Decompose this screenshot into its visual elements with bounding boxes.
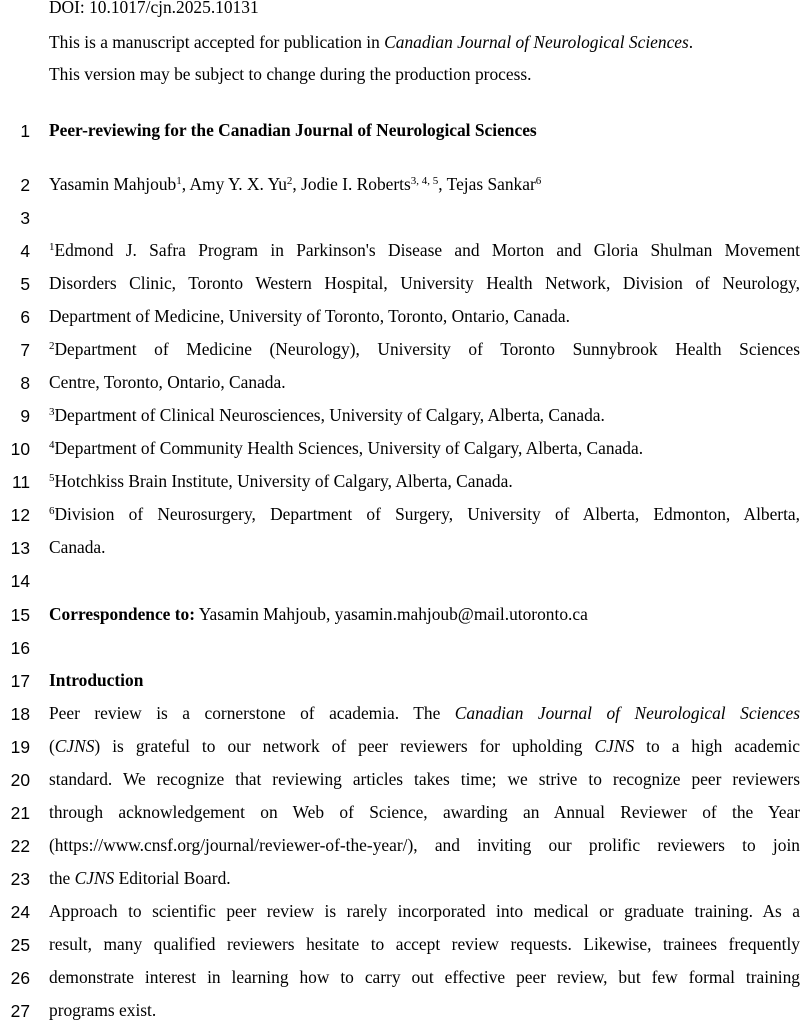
author-affiliation-mark: 2 <box>286 175 293 187</box>
intro-text: ( <box>49 736 55 756</box>
line-number: 19 <box>10 737 30 757</box>
line-number: 25 <box>10 935 30 955</box>
intro-line-26: demonstrate interest in learning how to carry out effective peer review, but few formal training <box>49 967 800 987</box>
line-number: 15 <box>10 605 30 625</box>
affiliation-1-line-2: Disorders Clinic, Toronto Western Hospital, University Health Network, Division of Neurology, <box>49 273 800 293</box>
intro-line-24: Approach to scientific peer review is rarely incorporated into medical or graduate training. As a <box>49 901 800 921</box>
line-number: 27 <box>10 1001 30 1021</box>
intro-line-18 <box>49 705 800 722</box>
intro-line-21: through acknowledgement on Web of Science, awarding an Annual Reviewer of the Year <box>49 802 800 822</box>
affiliation-text: Department of Clinical Neurosciences, University of Calgary, Alberta, Canada. <box>54 405 605 425</box>
intro-text: ) is grateful to our network of peer reviewers for upholding <box>94 736 595 756</box>
intro-journal-abbrev: CJNS <box>594 736 635 756</box>
intro-line-20: standard. We recognize that reviewing articles takes time; we strive to recognize peer reviewers <box>49 769 800 789</box>
line-number: 8 <box>20 373 30 393</box>
line-number: 12 <box>10 505 30 525</box>
publication-notice <box>49 34 693 51</box>
line-number: 2 <box>20 175 30 195</box>
affiliation-mark: 1 <box>49 241 55 253</box>
intro-journal-name: Canadian Journal of Neurological Sciences <box>454 703 800 723</box>
affiliation-2-line-2: Centre, Toronto, Ontario, Canada. <box>49 372 286 392</box>
author-name: Jodie I. Roberts <box>301 174 411 194</box>
intro-text: Editorial Board. <box>114 868 231 888</box>
intro-line-22: (https://www.cnsf.org/journal/reviewer-of-the-year/), and inviting our prolific reviewers to join <box>49 835 800 855</box>
correspondence-text: Yasamin Mahjoub, yasamin.mahjoub@mail.utoronto.ca <box>195 604 588 624</box>
affiliation-1-line-3: Department of Medicine, University of Toronto, Toronto, Ontario, Canada. <box>49 306 570 326</box>
author-affiliation-mark: 1 <box>176 175 182 187</box>
intro-text: to a high academic <box>634 736 800 756</box>
affiliation-text: Department of Community Health Sciences, University of Calgary, Alberta, Canada. <box>54 438 644 458</box>
author-name: Tejas Sankar <box>446 174 536 194</box>
correspondence <box>49 606 800 623</box>
affiliation-1-line-1 <box>49 242 800 259</box>
affiliation-6-line-1 <box>49 506 800 523</box>
line-number: 17 <box>10 671 30 691</box>
affiliation-6-line-2: Canada. <box>49 537 106 557</box>
intro-line-23 <box>49 870 800 887</box>
line-number: 21 <box>10 803 30 823</box>
author-separator: , <box>438 174 447 194</box>
line-number: 3 <box>20 208 30 228</box>
notice-suffix: . <box>688 32 694 52</box>
line-number: 18 <box>10 704 30 724</box>
line-number: 20 <box>10 770 30 790</box>
author-separator: , <box>292 174 302 194</box>
line-number: 6 <box>20 307 30 327</box>
doi-line: DOI: 10.1017/cjn.2025.10131 <box>49 0 259 17</box>
line-number: 5 <box>20 274 30 294</box>
correspondence-label: Correspondence to: <box>49 604 196 624</box>
intro-line-19 <box>49 738 800 755</box>
author-separator: , <box>181 174 190 194</box>
section-heading-introduction: Introduction <box>49 670 144 690</box>
paper-title: Peer-reviewing for the Canadian Journal of Neurological Sciences <box>49 120 537 140</box>
line-number: 1 <box>20 121 30 141</box>
notice-prefix: This is a manuscript accepted for publication in <box>49 32 385 52</box>
author-name: Amy Y. X. Yu <box>189 174 287 194</box>
author-affiliation-mark: 3, 4, 5 <box>410 175 439 187</box>
affiliation-text: Department of Medicine (Neurology), University of Toronto Sunnybrook Health Sciences <box>54 339 800 359</box>
affiliation-5 <box>49 473 800 490</box>
affiliation-mark: 2 <box>49 340 55 352</box>
line-number: 11 <box>11 472 30 492</box>
affiliation-4 <box>49 440 800 457</box>
line-number: 7 <box>20 340 30 360</box>
intro-text: the <box>49 868 75 888</box>
line-number: 10 <box>10 439 30 459</box>
affiliation-mark: 5 <box>49 472 55 484</box>
production-notice: This version may be subject to change during the production process. <box>49 64 532 84</box>
affiliation-text: Division of Neurosurgery, Department of Surgery, University of Alberta, Edmonton, Alberta, <box>54 504 800 524</box>
affiliation-2-line-1 <box>49 341 800 358</box>
line-number: 23 <box>10 869 30 889</box>
affiliation-text: Hotchkiss Brain Institute, University of Calgary, Alberta, Canada. <box>54 471 513 491</box>
author-name: Yasamin Mahjoub <box>49 174 177 194</box>
intro-line-27: programs exist. <box>49 1000 157 1020</box>
affiliation-mark: 4 <box>49 439 55 451</box>
affiliation-3 <box>49 407 800 424</box>
line-number: 24 <box>10 902 30 922</box>
line-number: 26 <box>10 968 30 988</box>
intro-text: Peer review is a cornerstone of academia. The <box>49 703 455 723</box>
line-number: 13 <box>10 538 30 558</box>
intro-line-25: result, many qualified reviewers hesitate to accept review requests. Likewise, trainees frequently <box>49 934 800 954</box>
affiliation-mark: 3 <box>49 406 55 418</box>
intro-journal-abbrev: CJNS <box>74 868 115 888</box>
line-number: 22 <box>10 836 30 856</box>
line-number: 4 <box>20 241 30 261</box>
author-affiliation-mark: 6 <box>535 175 542 187</box>
line-number: 9 <box>20 406 30 426</box>
author-list <box>49 176 800 193</box>
line-number: 14 <box>10 571 30 591</box>
line-number: 16 <box>10 638 30 658</box>
affiliation-text: Edmond J. Safra Program in Parkinson's Disease and Morton and Gloria Shulman Movement <box>54 240 800 260</box>
intro-journal-abbrev: CJNS <box>54 736 95 756</box>
affiliation-mark: 6 <box>49 505 55 517</box>
notice-journal: Canadian Journal of Neurological Sciences <box>384 32 689 52</box>
